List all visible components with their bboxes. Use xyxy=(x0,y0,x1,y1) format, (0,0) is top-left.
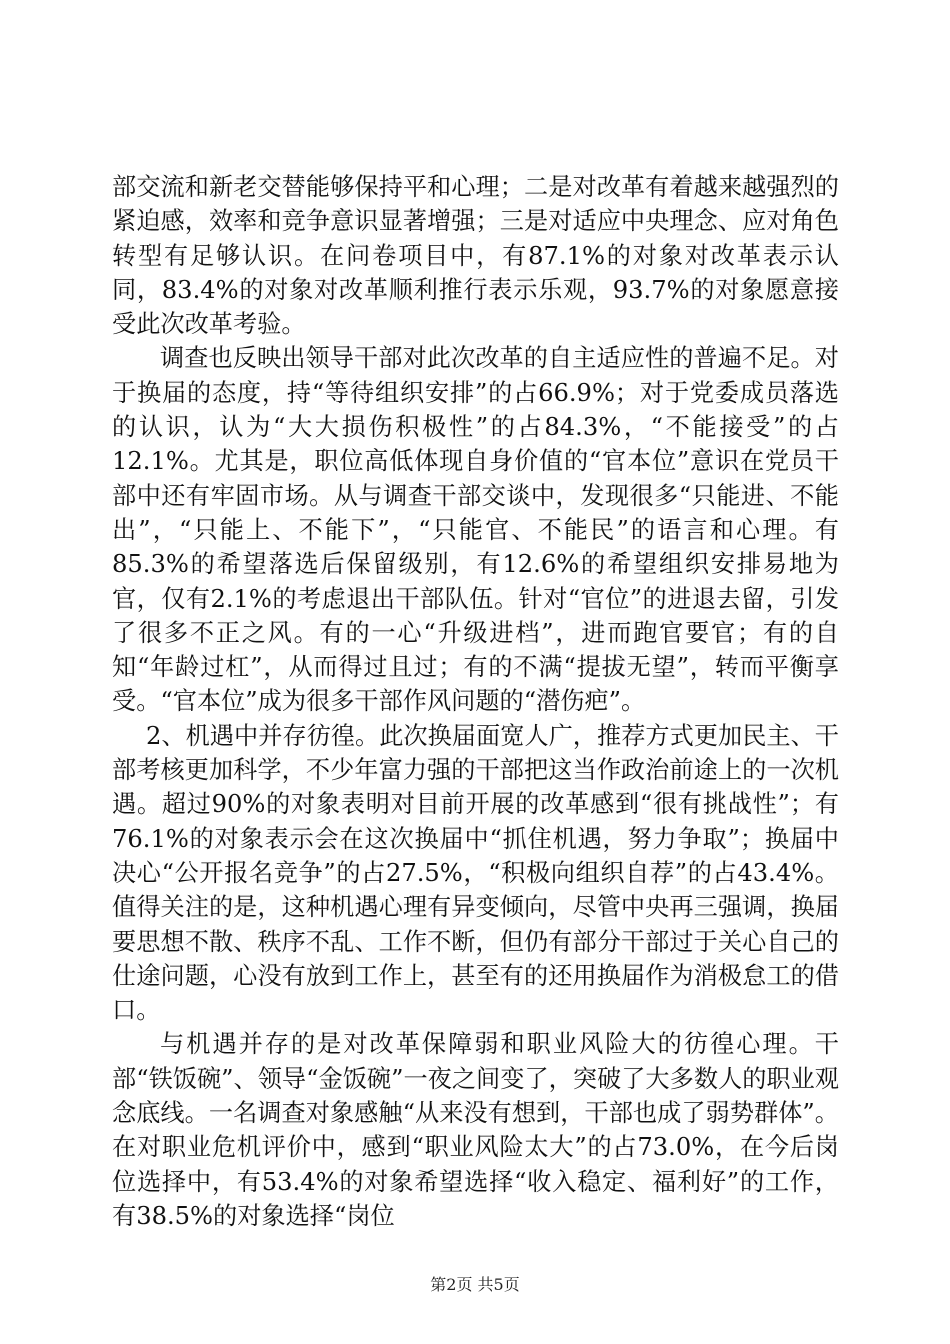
paragraph-1: 部交流和新老交替能够保持平和心理；二是对改革有着越来越强烈的紧迫感，效率和竞争意识显著增强；三是对适应中央理念、应对角色转型有足够认识。在问卷项目中，有87.1%的对象对改革表示认同，83.4%的对象对改革顺利推行表示乐观，93.7%的对象愿意接受此次改革考验。 xyxy=(112,173,839,339)
paragraph-2: 调查也反映出领导干部对此次改革的自主适应性的普遍不足。对于换届的态度，持“等待组织安排”的占66.9%；对于党委成员落选的认识，认为“大大损伤积极性”的占84.3%，“不能接受”的占12.1%。尤其是，职位高低体现自身价值的“官本位”意识在党员干部中还有牢固市场。从与调查干部交谈中，发现很多“只能进、不能出”，“只能上、不能下”，“只能官、不能民”的语言和心理。有85.3%的希望落选后保留级别，有12.6%的希望组织安排易地为官，仅有2.1%的考虑退出干部队伍。针对“官位”的进退去留，引发了很多不正之风。有的一心“升级进档”，进而跑官要官；有的自知“年龄过杠”，从而得过且过；有的不满“提拔无望”，转而平衡享受。“官本位”成为很多干部作风问题的“潜伤疤”。 xyxy=(112,344,839,716)
paragraph-4: 与机遇并存的是对改革保障弱和职业风险大的彷徨心理。干部“铁饭碗”、领导“金饭碗”一夜之间变了，突破了大多数人的职业观念底线。一名调查对象感触“从来没有想到，干部也成了弱势群体”。在对职业危机评价中，感到“职业风险太大”的占73.0%，在今后岗位选择中，有53.4%的对象希望选择“收入稳定、福利好”的工作，有38.5%的对象选择“岗位 xyxy=(112,1030,839,1230)
page-footer: 第2页 共5页 xyxy=(430,1275,520,1294)
document-body xyxy=(112,170,839,1233)
paragraph-3: 2、机遇中并存彷徨。此次换届面宽人广，推荐方式更加民主、干部考核更加科学，不少年富力强的干部把这当作政治前途上的一次机遇。超过90%的对象表明对目前开展的改革感到“很有挑战性”；有76.1%的对象表示会在这次换届中“抓住机遇，努力争取”；换届中决心“公开报名竞争”的占27.5%，“积极向组织自荐”的占43.4%。值得关注的是，这种机遇心理有异变倾向，尽管中央再三强调，换届要思想不散、秩序不乱、工作不断，但仍有部分干部过于关心自己的仕途问题，心没有放到工作上，甚至有的还用换届作为消极怠工的借口。 xyxy=(112,721,839,1025)
